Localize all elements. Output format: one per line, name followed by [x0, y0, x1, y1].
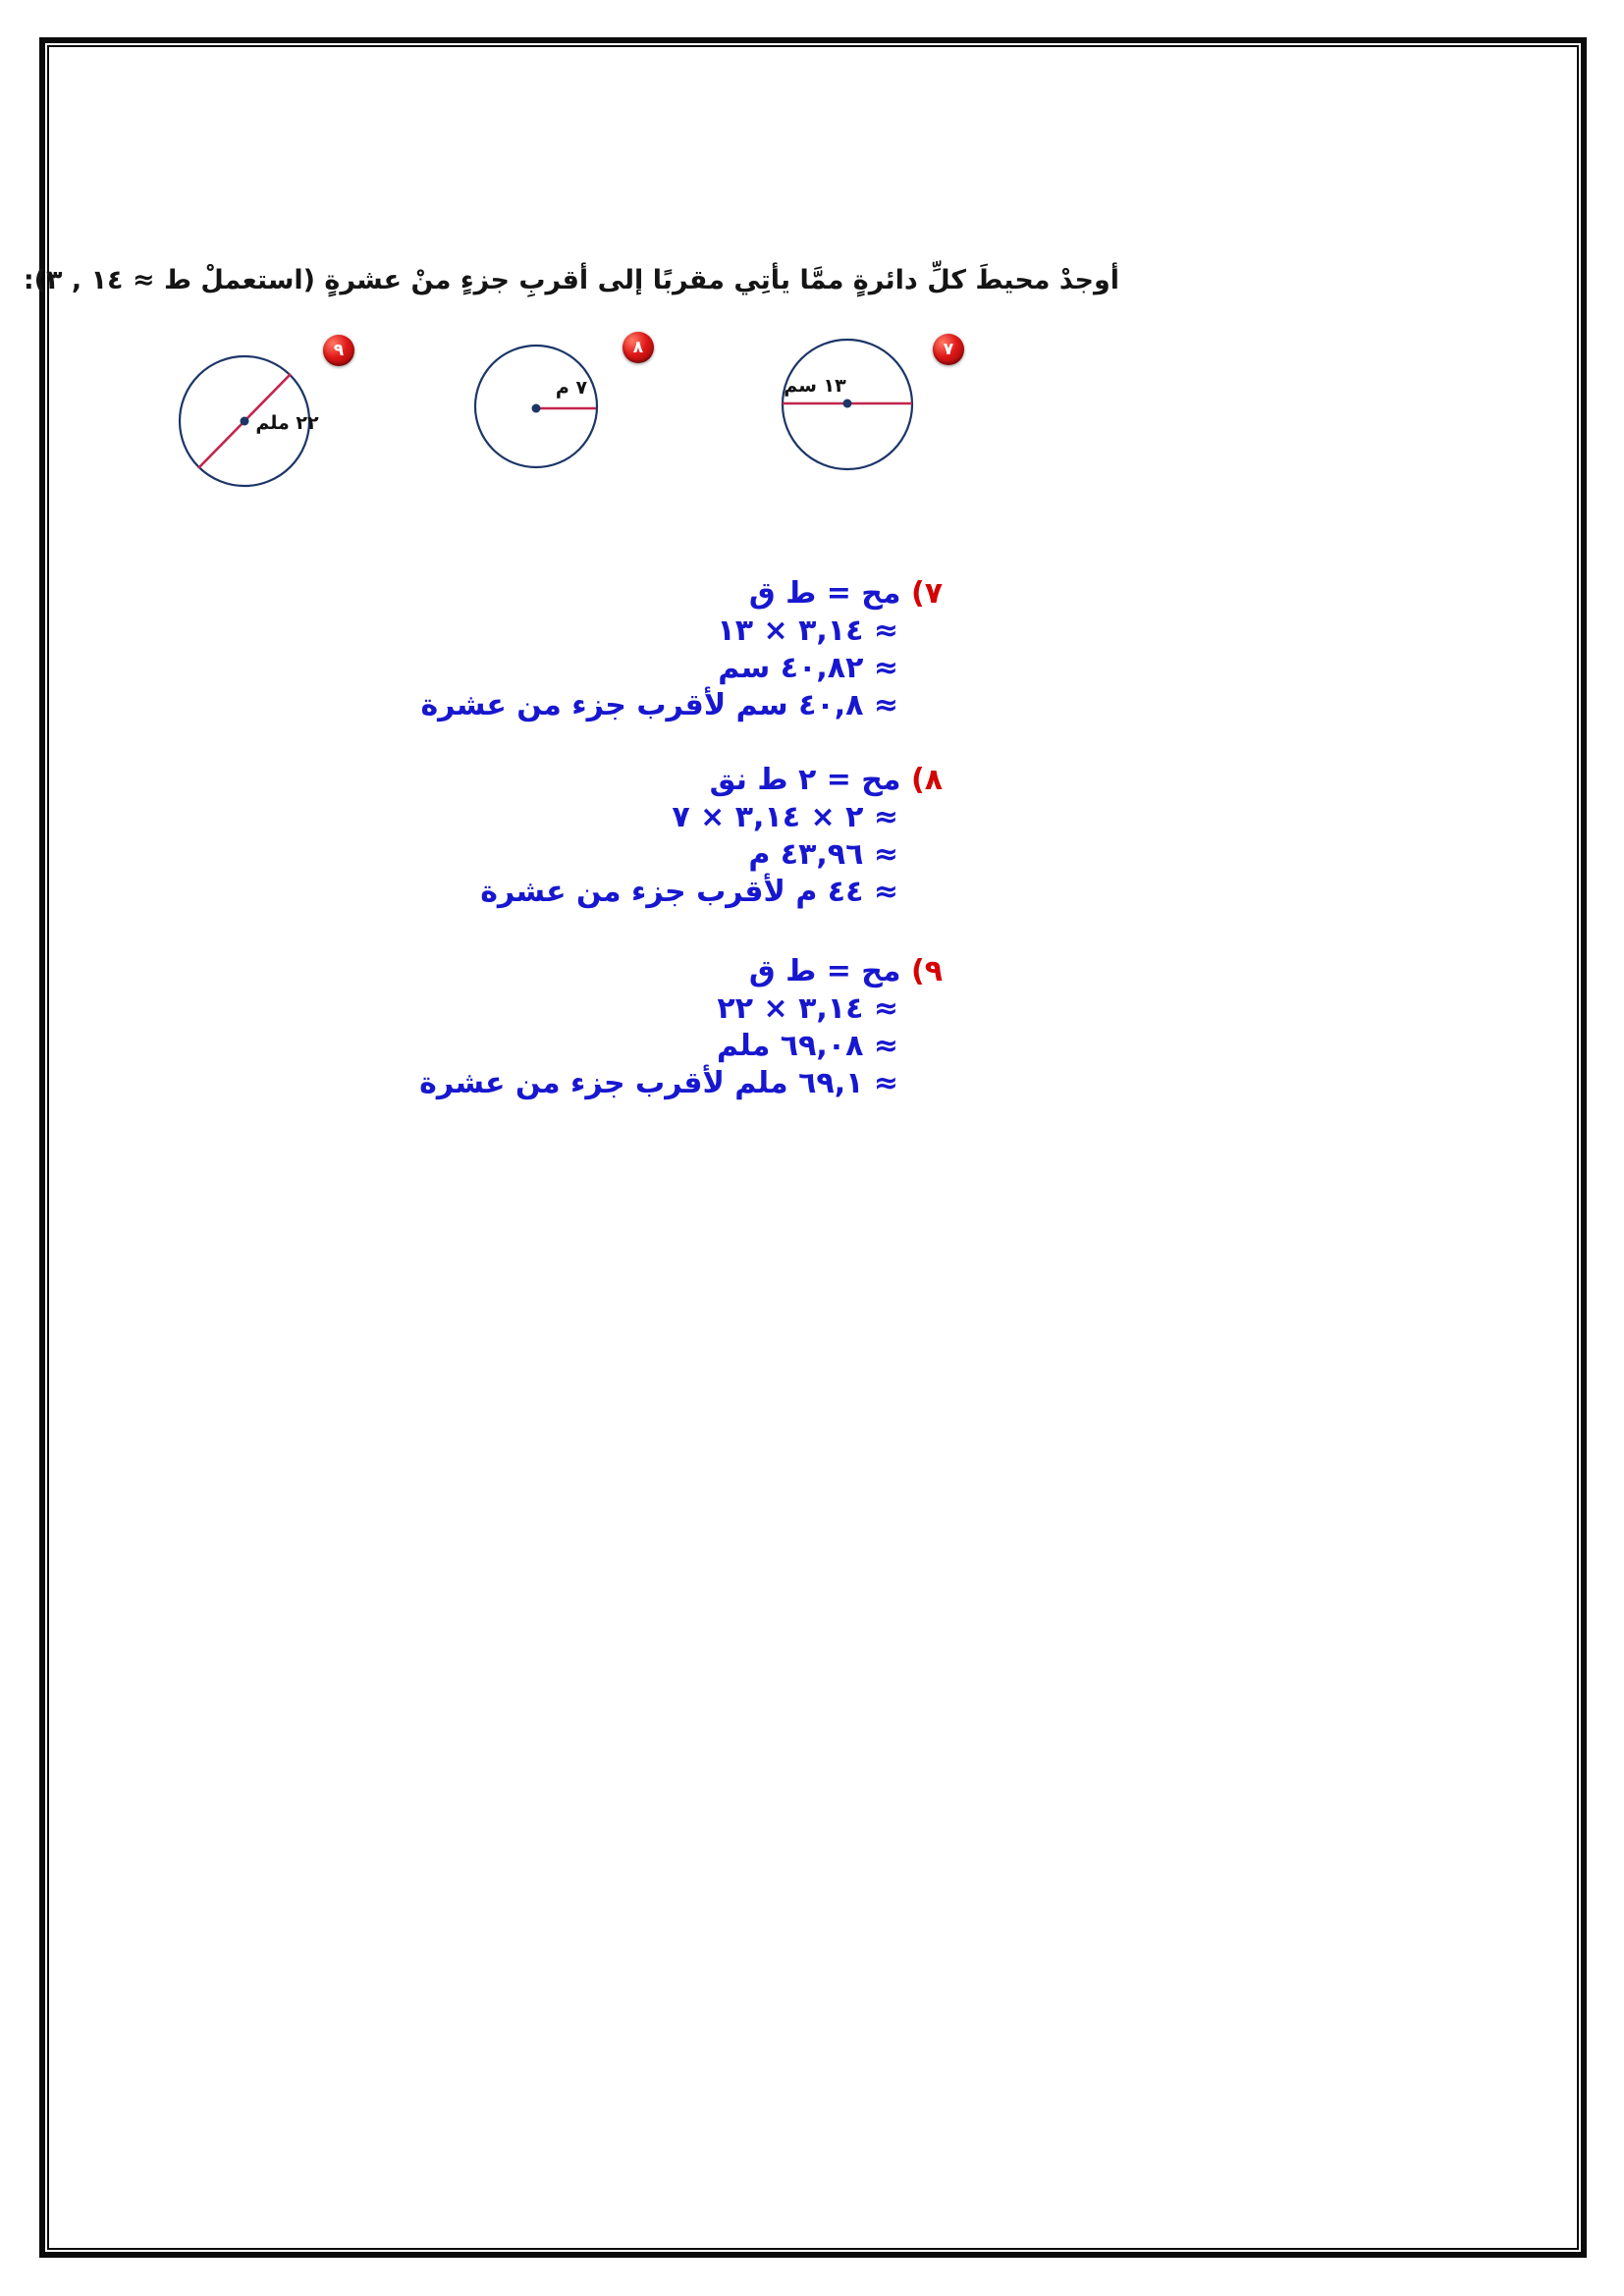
solution-7-step-1: ≈ ٣,١٤ × ١٣ — [717, 614, 898, 648]
solution-7-number: ٧) — [910, 576, 943, 611]
solution-8-step-3: ≈ ٤٤ م لأقرب جزء من عشرة — [480, 875, 898, 909]
worksheet-title: أوجدْ محيطَ كلِّ دائرةٍ ممَّا يأتِي مقربًا إلى أقربِ جزءٍ منْ عشرةٍ (استعملْ ط ≈ ١٤ , ٣): — [23, 265, 1119, 295]
solution-7-formula: مح = ط ق — [748, 576, 901, 611]
figure-7-measure-label: ١٣ سم — [784, 375, 846, 397]
solution-9-step-1: ≈ ٣,١٤ × ٢٢ — [717, 991, 898, 1026]
figure-9-measure-label: ٢٢ ملم — [255, 412, 319, 434]
center-dot-7 — [843, 400, 852, 408]
solution-9-formula-line — [412, 953, 943, 990]
circle-figure-7 — [771, 332, 928, 479]
problem-7-badge — [933, 334, 964, 365]
solution-8-formula-line — [412, 762, 943, 799]
problem-9-badge — [323, 335, 354, 366]
problem-8-badge — [623, 332, 654, 363]
solution-8-formula: مح = ٢ ط نق — [709, 763, 901, 797]
solution-block-8 — [412, 762, 943, 911]
problem-9-badge-number: ٩ — [333, 341, 345, 360]
solution-8-step-1: ≈ ٢ × ٣,١٤ × ٧ — [672, 800, 898, 834]
solution-9-step-2: ≈ ٦٩,٠٨ ملم — [716, 1029, 898, 1063]
solution-block-9 — [412, 953, 943, 1102]
solution-7-step-2: ≈ ٤٠,٨٢ سم — [718, 651, 898, 685]
problem-7-badge-number: ٧ — [943, 340, 954, 359]
center-dot-8 — [532, 404, 541, 413]
figure-8-measure-label: ٧ م — [555, 377, 588, 399]
solution-8-number: ٨) — [910, 763, 943, 797]
solution-7-step-3: ≈ ٤٠,٨ سم لأقرب جزء من عشرة — [420, 688, 898, 722]
problem-8-badge-number: ٨ — [632, 338, 644, 357]
circle-figure-8 — [471, 342, 604, 474]
solution-9-number: ٩) — [910, 954, 943, 988]
solution-9-step-3: ≈ ٦٩,١ ملم لأقرب جزء من عشرة — [419, 1066, 898, 1100]
solution-block-7 — [412, 575, 943, 724]
solution-9-formula: مح = ط ق — [748, 954, 901, 988]
solution-7-formula-line — [412, 575, 943, 613]
solution-8-step-2: ≈ ٤٣,٩٦ م — [748, 837, 898, 872]
